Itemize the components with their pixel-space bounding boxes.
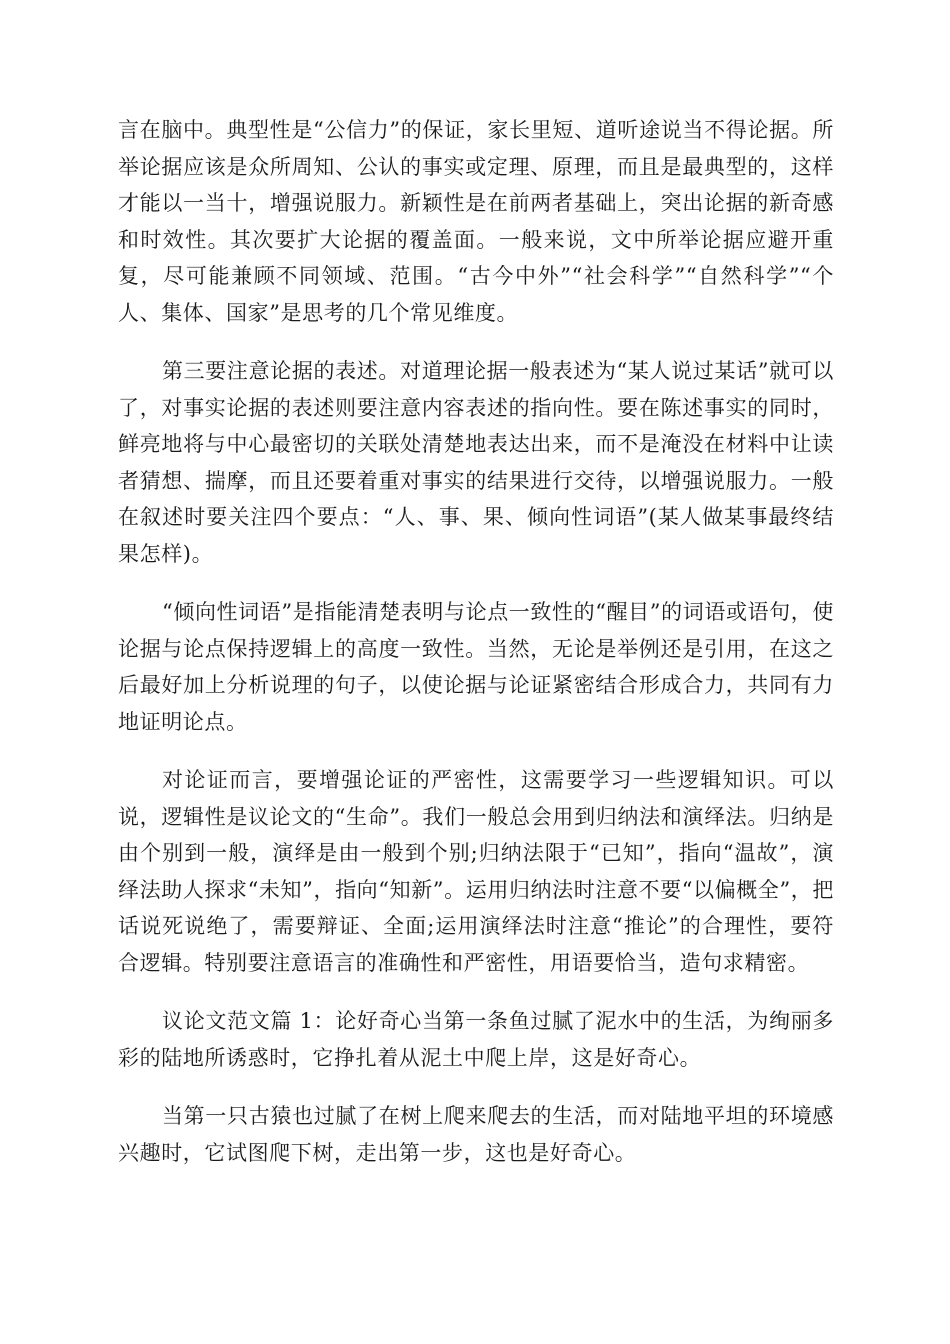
paragraph-evidence-criteria: 言在脑中。典型性是“公信力”的保证，家长里短、道听途说当不得论据。所举论据应该是众所周知、公认的事实或定理、原理，而且是最典型的，这样才能以一当十，增强说服力。新颖性是在前两者基础上，突出论据的新奇感和时效性。其次要扩大论据的覆盖面。一般来说，文中所举论据应避开重复，尽可能兼顾不同领域、范围。“古今中外”“社会科学”“自然科学”“个人、集体、国家”是思考的几个常见维度。 [118, 118, 834, 325]
document-body [118, 112, 834, 1193]
paragraph-tendency-words: “倾向性词语”是指能清楚表明与论点一致性的“醒目”的词语或语句，使论据与论点保持逻辑上的高度一致性。当然，无论是举例还是引用，在这之后最好加上分析说理的句子，以使论据与论证紧密结合形成合力，共同有力地证明论点。 [118, 600, 834, 734]
paragraph-sample-essay-ape: 当第一只古猿也过腻了在树上爬来爬去的生活，而对陆地平坦的环境感兴趣时，它试图爬下树，走出第一步，这也是好奇心。 [118, 1104, 834, 1165]
paragraph-argument-logic: 对论证而言，要增强论证的严密性，这需要学习一些逻辑知识。可以说，逻辑性是议论文的“生命”。我们一般总会用到归纳法和演绎法。归纳是由个别到一般，演绎是由一般到个别;归纳法限于“已知”，指向“温故”，演绎法助人探求“未知”，指向“知新”。运用归纳法时注意不要“以偏概全”，把话说死说绝了，需要辩证、全面;运用演绎法时注意“推论”的合理性，要符合逻辑。特别要注意语言的准确性和严密性，用语要恰当，造句求精密。 [118, 768, 835, 975]
paragraph-evidence-expression: 第三要注意论据的表述。对道理论据一般表述为“某人说过某话”就可以了，对事实论据的表述则要注意内容表述的指向性。要在陈述事实的同时，鲜亮地将与中心最密切的关联处清楚地表达出来，而不是淹没在材料中让读者猜想、揣摩，而且还要着重对事实的结果进行交待，以增强说服力。一般在叙述时要关注四个要点：“人、事、果、倾向性词语”(某人做某事最终结果怎样)。 [118, 359, 834, 566]
paragraph-sample-essay-intro: 议论文范文篇 1：论好奇心当第一条鱼过腻了泥水中的生活，为绚丽多彩的陆地所诱惑时，它挣扎着从泥土中爬上岸，这是好奇心。 [118, 1009, 834, 1070]
